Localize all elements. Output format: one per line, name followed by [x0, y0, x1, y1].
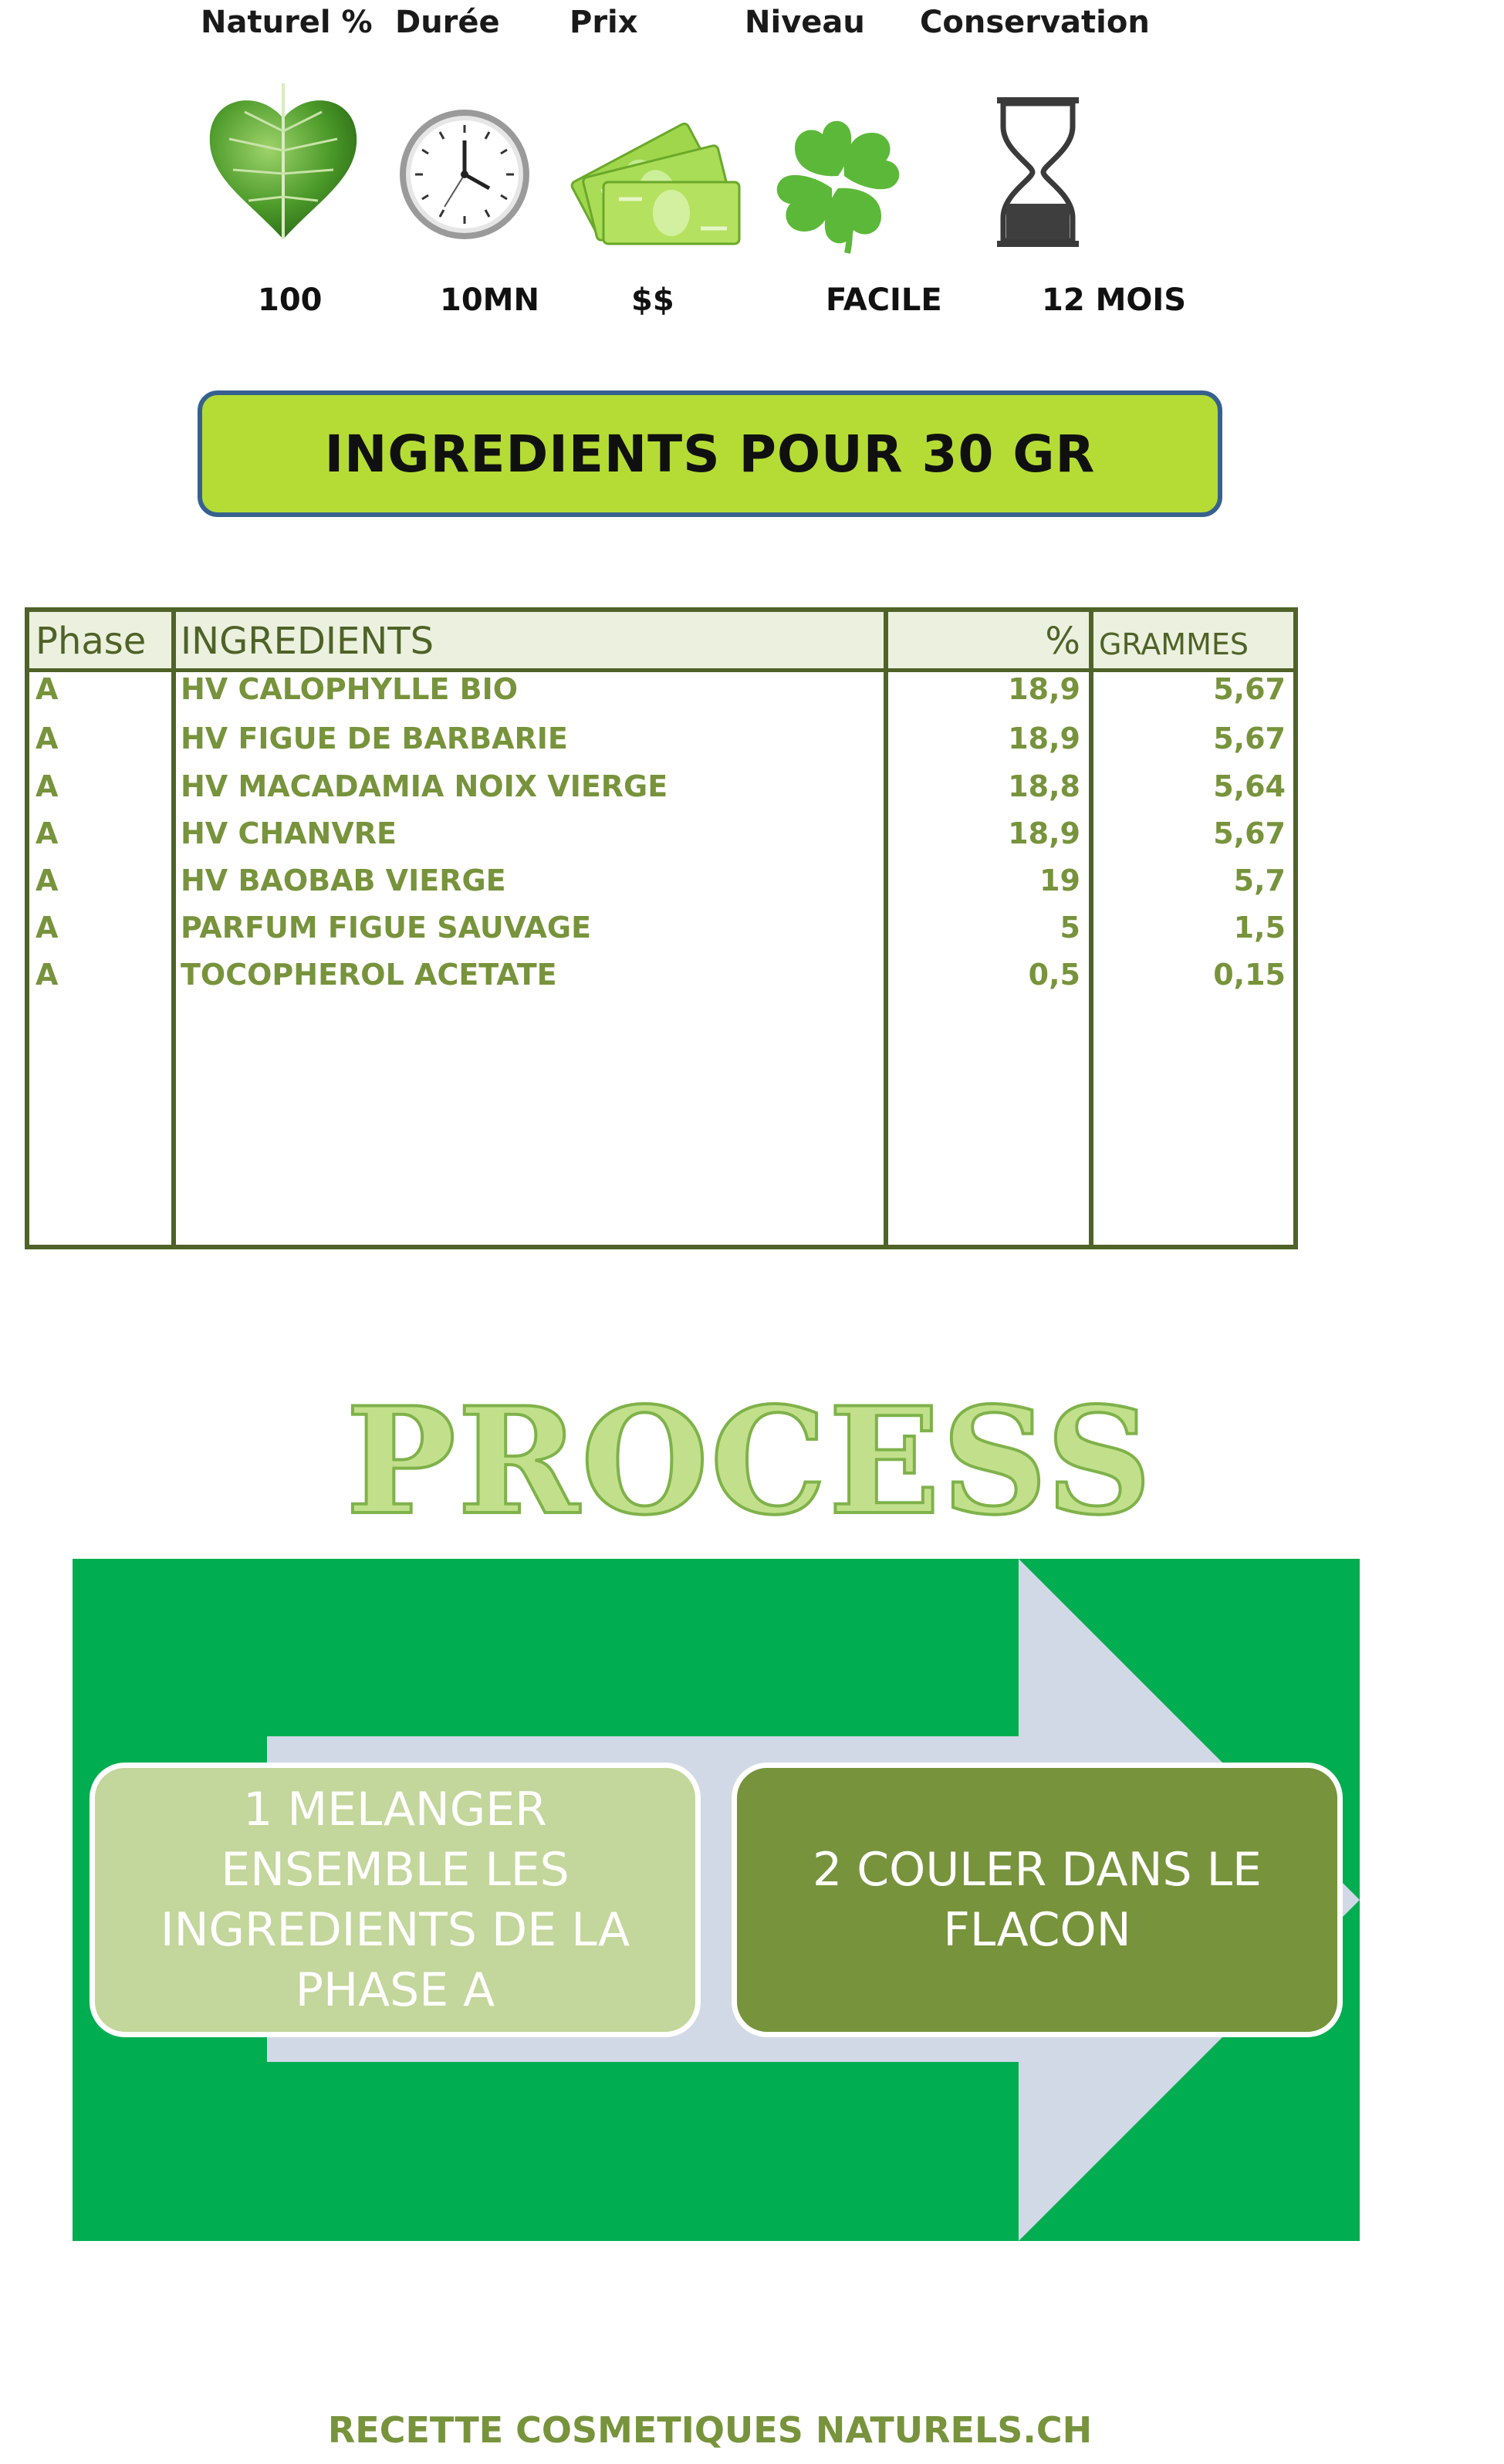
header-ingredients: INGREDIENTS — [181, 620, 434, 663]
ingredients-table — [25, 607, 1298, 1249]
row-percent: 18,9 — [1008, 816, 1080, 850]
metric-header-duree: Durée — [395, 5, 500, 40]
banner-title: INGREDIENTS POUR 30 GR — [324, 424, 1096, 484]
row-phase: A — [35, 816, 59, 850]
row-grams: 0,15 — [1213, 958, 1286, 992]
ingredients-banner — [198, 390, 1222, 517]
process-step-1-text: 1 MELANGER ENSEMBLE LES INGREDIENTS DE LA PHASE A — [160, 1783, 630, 2017]
metric-value-niveau: FACILE — [826, 282, 942, 318]
metric-header-conservation: Conservation — [920, 5, 1150, 40]
metric-value-conservation: 12 MOIS — [1042, 282, 1187, 318]
row-phase: A — [35, 911, 59, 945]
row-ingredient: HV FIGUE DE BARBARIE — [181, 722, 568, 755]
clock-icon — [390, 105, 539, 244]
process-step-1 — [90, 1763, 701, 2037]
row-ingredient: PARFUM FIGUE SAUVAGE — [181, 911, 592, 945]
column-divider — [884, 612, 888, 1245]
row-grams: 5,67 — [1213, 816, 1286, 850]
leaf-heart-icon — [202, 77, 364, 243]
hourglass-icon — [994, 96, 1082, 248]
header-phase: Phase — [35, 620, 147, 663]
four-leaf-clover-icon — [764, 108, 912, 256]
money-bills-icon — [557, 116, 741, 247]
row-phase: A — [35, 769, 59, 803]
metric-value-duree: 10MN — [440, 282, 539, 318]
row-ingredient: HV BAOBAB VIERGE — [181, 864, 506, 897]
column-divider — [171, 612, 176, 1245]
row-percent: 5 — [1060, 911, 1080, 945]
header-percent: % — [1045, 620, 1080, 663]
row-ingredient: TOCOPHEROL ACETATE — [181, 958, 557, 992]
row-phase: A — [35, 672, 59, 706]
row-ingredient: HV MACADAMIA NOIX VIERGE — [181, 769, 668, 803]
process-step-2-text: 2 COULER DANS LE FLACON — [813, 1843, 1262, 1957]
metric-value-prix: $$ — [631, 282, 674, 318]
row-grams: 5,67 — [1213, 672, 1286, 706]
column-divider — [1089, 612, 1093, 1245]
header-grams: GRAMMES — [1099, 627, 1249, 661]
row-grams: 5,7 — [1233, 864, 1286, 897]
footer-credit: RECETTE COSMETIQUES NATURELS.CH — [327, 2409, 1093, 2451]
row-percent: 0,5 — [1028, 958, 1080, 992]
row-phase: A — [35, 958, 59, 992]
row-percent: 18,9 — [1008, 672, 1080, 706]
row-phase: A — [35, 864, 59, 897]
metric-header-prix: Prix — [569, 5, 638, 40]
row-percent: 19 — [1039, 864, 1080, 897]
row-percent: 18,9 — [1008, 722, 1080, 755]
process-title: PROCESS — [346, 1375, 1154, 1547]
row-grams: 5,67 — [1213, 722, 1286, 755]
row-ingredient: HV CALOPHYLLE BIO — [181, 672, 519, 706]
row-phase: A — [35, 722, 59, 755]
metric-header-niveau: Niveau — [745, 5, 865, 40]
row-ingredient: HV CHANVRE — [181, 816, 397, 850]
row-grams: 1,5 — [1233, 911, 1286, 945]
metric-header-naturel: Naturel % — [201, 5, 373, 40]
metric-value-naturel: 100 — [258, 282, 323, 318]
process-step-2 — [732, 1763, 1343, 2037]
row-grams: 5,64 — [1213, 769, 1286, 803]
row-percent: 18,8 — [1008, 769, 1080, 803]
